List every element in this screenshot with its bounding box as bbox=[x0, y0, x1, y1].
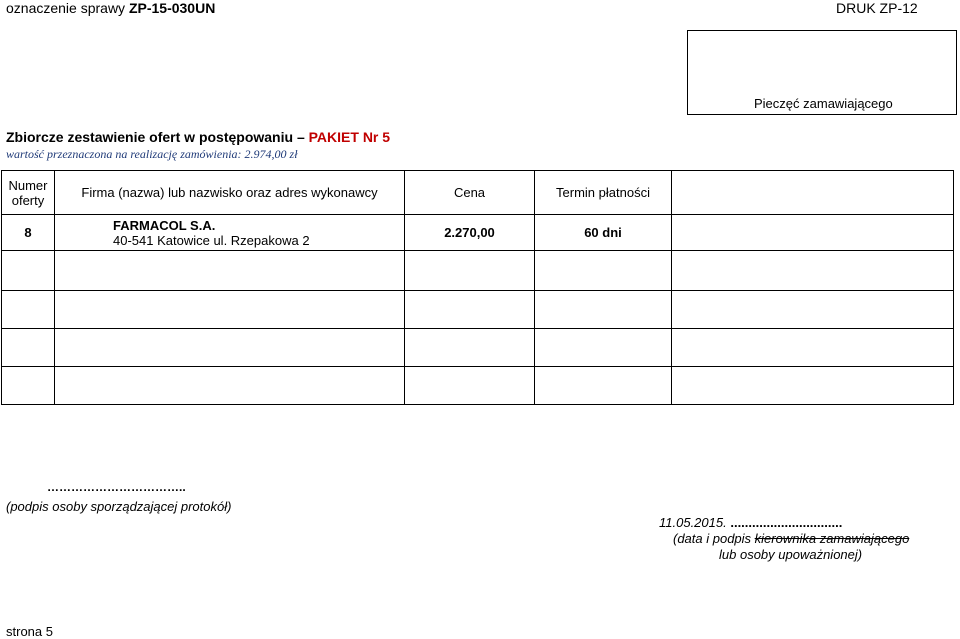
empty-cell bbox=[672, 251, 954, 291]
empty-cell bbox=[672, 329, 954, 367]
print-form-code: DRUK ZP-12 bbox=[836, 0, 918, 16]
empty-cell bbox=[672, 367, 954, 405]
empty-cell bbox=[405, 367, 535, 405]
header-payment: Termin płatności bbox=[535, 171, 672, 215]
title-main: Zbiorcze zestawienie ofert w postępowaniu – bbox=[6, 129, 305, 145]
signature-label-struck: kierownika zamawiającego bbox=[754, 531, 910, 546]
empty-cell bbox=[2, 251, 55, 291]
case-label: oznaczenie sprawy bbox=[6, 0, 126, 16]
empty-cell bbox=[405, 329, 535, 367]
signature-label-left: (podpis osoby sporządzającej protokół) bbox=[6, 499, 232, 514]
stamp-label: Pieczęć zamawiającego bbox=[754, 96, 893, 111]
table-row-empty bbox=[2, 291, 954, 329]
row-number: 8 bbox=[2, 215, 55, 251]
header-price: Cena bbox=[405, 171, 535, 215]
signature-label-prefix: (data i podpis bbox=[673, 531, 755, 546]
header-number: Numer oferty bbox=[2, 171, 55, 215]
document-title bbox=[6, 129, 390, 145]
table-row-empty bbox=[2, 251, 954, 291]
empty-cell bbox=[535, 251, 672, 291]
case-reference bbox=[6, 0, 215, 16]
empty-cell bbox=[2, 291, 55, 329]
title-pakiet: PAKIET Nr 5 bbox=[308, 129, 391, 145]
empty-cell bbox=[535, 367, 672, 405]
row-price: 2.270,00 bbox=[405, 215, 535, 251]
date-signature-line bbox=[659, 515, 842, 530]
empty-cell bbox=[535, 291, 672, 329]
signature-dots-left: …………………………….. bbox=[47, 480, 186, 494]
header-empty bbox=[672, 171, 954, 215]
table-row-empty bbox=[2, 367, 954, 405]
table-header-row bbox=[2, 171, 954, 215]
firm-address: 40-541 Katowice ul. Rzepakowa 2 bbox=[113, 232, 310, 248]
signature-label-right-line2: lub osoby upoważnionej) bbox=[719, 547, 863, 562]
empty-cell bbox=[535, 329, 672, 367]
signature-date: 11.05.2015. bbox=[659, 515, 727, 530]
empty-cell bbox=[55, 367, 405, 405]
empty-cell bbox=[2, 329, 55, 367]
firm-name: FARMACOL S.A. bbox=[113, 217, 216, 233]
row-empty-cell bbox=[672, 215, 954, 251]
signature-dots-right: ............................... bbox=[730, 515, 843, 530]
empty-cell bbox=[55, 251, 405, 291]
page-number: strona 5 bbox=[6, 624, 53, 639]
offers-table bbox=[1, 170, 954, 405]
table-row-empty bbox=[2, 329, 954, 367]
empty-cell bbox=[55, 291, 405, 329]
empty-cell bbox=[55, 329, 405, 367]
header-firm: Firma (nazwa) lub nazwisko oraz adres wykonawcy bbox=[55, 171, 405, 215]
empty-cell bbox=[2, 367, 55, 405]
row-payment: 60 dni bbox=[535, 215, 672, 251]
empty-cell bbox=[672, 291, 954, 329]
row-firm bbox=[55, 215, 405, 251]
case-number: ZP-15-030UN bbox=[128, 0, 216, 16]
signature-label-right bbox=[673, 531, 909, 546]
empty-cell bbox=[405, 291, 535, 329]
empty-cell bbox=[405, 251, 535, 291]
table-row bbox=[2, 215, 954, 251]
document-subtitle: wartość przeznaczona na realizację zamówienia: 2.974,00 zł bbox=[6, 147, 298, 161]
